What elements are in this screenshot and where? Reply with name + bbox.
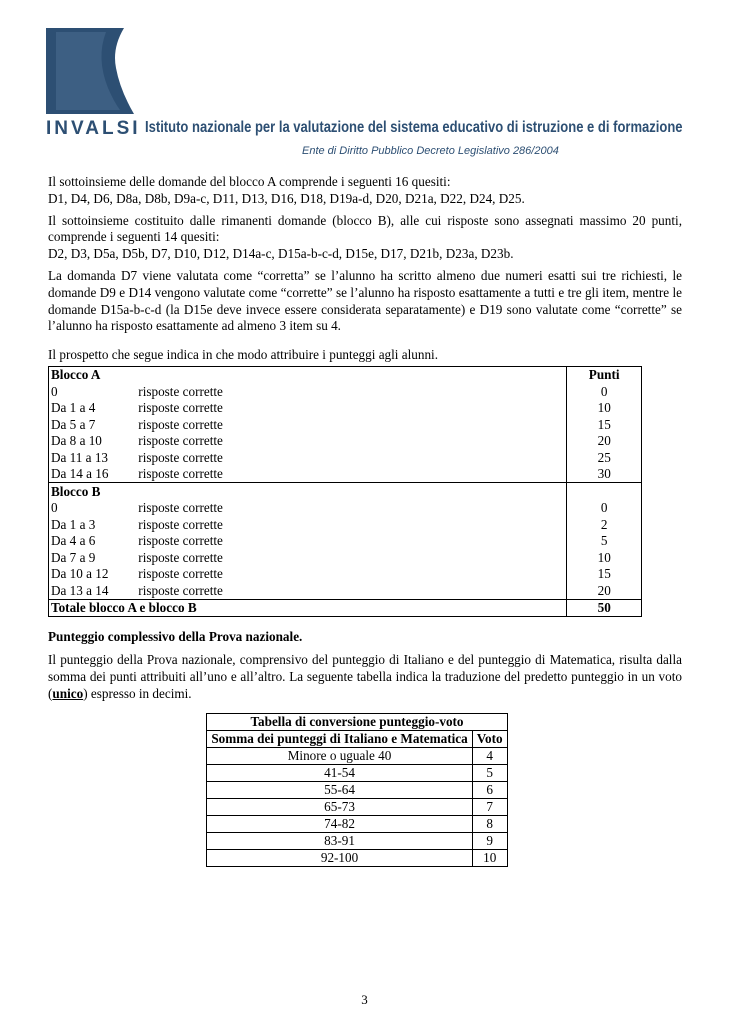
letterhead [0, 0, 729, 170]
row-range: Da 1 a 4 [51, 400, 96, 416]
table-row [49, 549, 642, 566]
table-row [49, 416, 642, 433]
conversion-row [207, 764, 507, 781]
row-label: risposte corrette [138, 466, 223, 482]
total-points: 50 [567, 599, 642, 617]
row-label: risposte corrette [138, 533, 223, 549]
points-table [48, 366, 642, 618]
table-total-row [49, 599, 642, 617]
invalsi-logo-icon [46, 28, 136, 116]
row-label: risposte corrette [138, 416, 223, 432]
conversion-voto: 10 [472, 849, 507, 866]
row-range: Da 8 a 10 [51, 433, 102, 449]
conversion-range: 74-82 [207, 815, 472, 832]
row-range: Da 14 a 16 [51, 466, 109, 482]
conversion-range: Minore o uguale 40 [207, 747, 472, 764]
row-range: Da 4 a 6 [51, 533, 96, 549]
row-label: risposte corrette [138, 400, 223, 416]
table-row [49, 533, 642, 550]
row-range: Da 11 a 13 [51, 449, 109, 465]
row-range: 0 [51, 500, 58, 516]
table-row [49, 566, 642, 583]
conversion-voto: 5 [472, 764, 507, 781]
conversion-table [206, 713, 507, 867]
row-range: Da 10 a 12 [51, 566, 109, 582]
page-number: 3 [361, 992, 368, 1007]
row-points: 30 [567, 466, 642, 483]
conversion-table-title: Tabella di conversione punteggio-voto [207, 713, 507, 730]
row-range: 0 [51, 383, 58, 399]
table-row [49, 466, 642, 483]
row-points: 15 [567, 416, 642, 433]
row-label: risposte corrette [138, 566, 223, 582]
conversion-row [207, 798, 507, 815]
conversion-voto: 8 [472, 815, 507, 832]
row-points: 10 [567, 549, 642, 566]
intro-paragraph-4: Il prospetto che segue indica in che modo attribuire i punteggi agli alunni. [48, 347, 439, 363]
row-points: 0 [567, 500, 642, 517]
row-points: 20 [567, 582, 642, 599]
conversion-col-header-sum: Somma dei punteggi di Italiano e Matematica [207, 730, 472, 747]
institute-subtitle: Ente di Diritto Pubblico Decreto Legislativo 286/2004 [302, 145, 559, 157]
table-row [49, 516, 642, 533]
conversion-row [207, 781, 507, 798]
row-range: Da 13 a 14 [51, 582, 109, 598]
conversion-voto: 7 [472, 798, 507, 815]
table-row [49, 383, 642, 400]
conversion-range: 92-100 [207, 849, 472, 866]
row-range: Da 7 a 9 [51, 549, 96, 565]
intro-paragraph-3: La domanda D7 viene valutata come “corretta” se l’alunno ha scritto almeno due numeri esatti sui tre richiesti, le domande D9 e D14 vengono valutate come “corrette” se l’alunno ha risposto esattamente a tutti e tre gli item, mentre le domande D15a-b-c-d (la D15e deve invece essere considerata separatamente) e D19 sono valutate come “corrette” se l’alunno ha risposto esattamente ad almeno 3 item su 4. [48, 267, 682, 334]
points-header: Punti [567, 366, 642, 383]
row-points: 25 [567, 449, 642, 466]
conversion-range: 83-91 [207, 832, 472, 849]
block-label: Blocco A [49, 366, 567, 383]
page-content [48, 174, 682, 867]
table-row [49, 400, 642, 417]
row-label: risposte corrette [138, 449, 223, 465]
conversion-row [207, 747, 507, 764]
row-label: risposte corrette [138, 582, 223, 598]
institute-name: Istituto nazionale per la valutazione del sistema educativo di istruzione e di formazione [145, 119, 683, 136]
row-label: risposte corrette [138, 433, 223, 449]
conversion-voto: 4 [472, 747, 507, 764]
row-points: 5 [567, 533, 642, 550]
row-label: risposte corrette [138, 500, 223, 516]
row-points: 15 [567, 566, 642, 583]
table-section-header [49, 483, 642, 500]
section-paragraph: Il punteggio della Prova nazionale, comprensivo del punteggio di Italiano e del punteggio di Matematica, risulta dalla somma dei punti attribuiti all’uno e all’altro. La seguente tabella indica la traduzione del predetto punteggio in un voto (unico) espresso in decimi. [48, 652, 682, 701]
table-row [49, 500, 642, 517]
conversion-row [207, 815, 507, 832]
row-points: 10 [567, 400, 642, 417]
row-label: risposte corrette [138, 549, 223, 565]
section-heading: Punteggio complessivo della Prova nazionale. [48, 629, 303, 645]
total-label: Totale blocco A e blocco B [49, 599, 567, 617]
table-row [49, 582, 642, 599]
row-points: 20 [567, 433, 642, 450]
row-label: risposte corrette [138, 516, 223, 532]
conversion-range: 55-64 [207, 781, 472, 798]
conversion-voto: 6 [472, 781, 507, 798]
logo-wordmark: INVALSI [46, 118, 141, 139]
block-label: Blocco B [49, 483, 567, 500]
emphasis-word: unico [52, 685, 84, 701]
row-points: 0 [567, 383, 642, 400]
table-row [49, 433, 642, 450]
table-row [49, 449, 642, 466]
conversion-row [207, 849, 507, 866]
points-header [567, 483, 642, 500]
table-section-header [49, 366, 642, 383]
row-range: Da 1 a 3 [51, 516, 96, 532]
conversion-col-header-voto: Voto [472, 730, 507, 747]
conversion-range: 41-54 [207, 764, 472, 781]
row-label: risposte corrette [138, 383, 223, 399]
row-range: Da 5 a 7 [51, 416, 96, 432]
intro-paragraph-2: Il sottoinsieme costituito dalle rimanenti domande (blocco B), alle cui risposte sono assegnati massimo 20 punti, comprende i seguenti 14 quesiti: D2, D3, D5a, D5b, D7, D10, D12, D14a-c, D15a-b-c-d, D15e, D17, D21b, D23a, D23b. [48, 212, 682, 262]
conversion-voto: 9 [472, 832, 507, 849]
intro-paragraph-1: Il sottoinsieme delle domande del blocco A comprende i seguenti 16 quesiti: D1, D4, D6, D8a, D8b, D9a-c, D11, D13, D16, D18, D19a-d, D20, D21a, D22, D24, D25. [48, 174, 525, 206]
row-points: 2 [567, 516, 642, 533]
conversion-range: 65-73 [207, 798, 472, 815]
conversion-row [207, 832, 507, 849]
